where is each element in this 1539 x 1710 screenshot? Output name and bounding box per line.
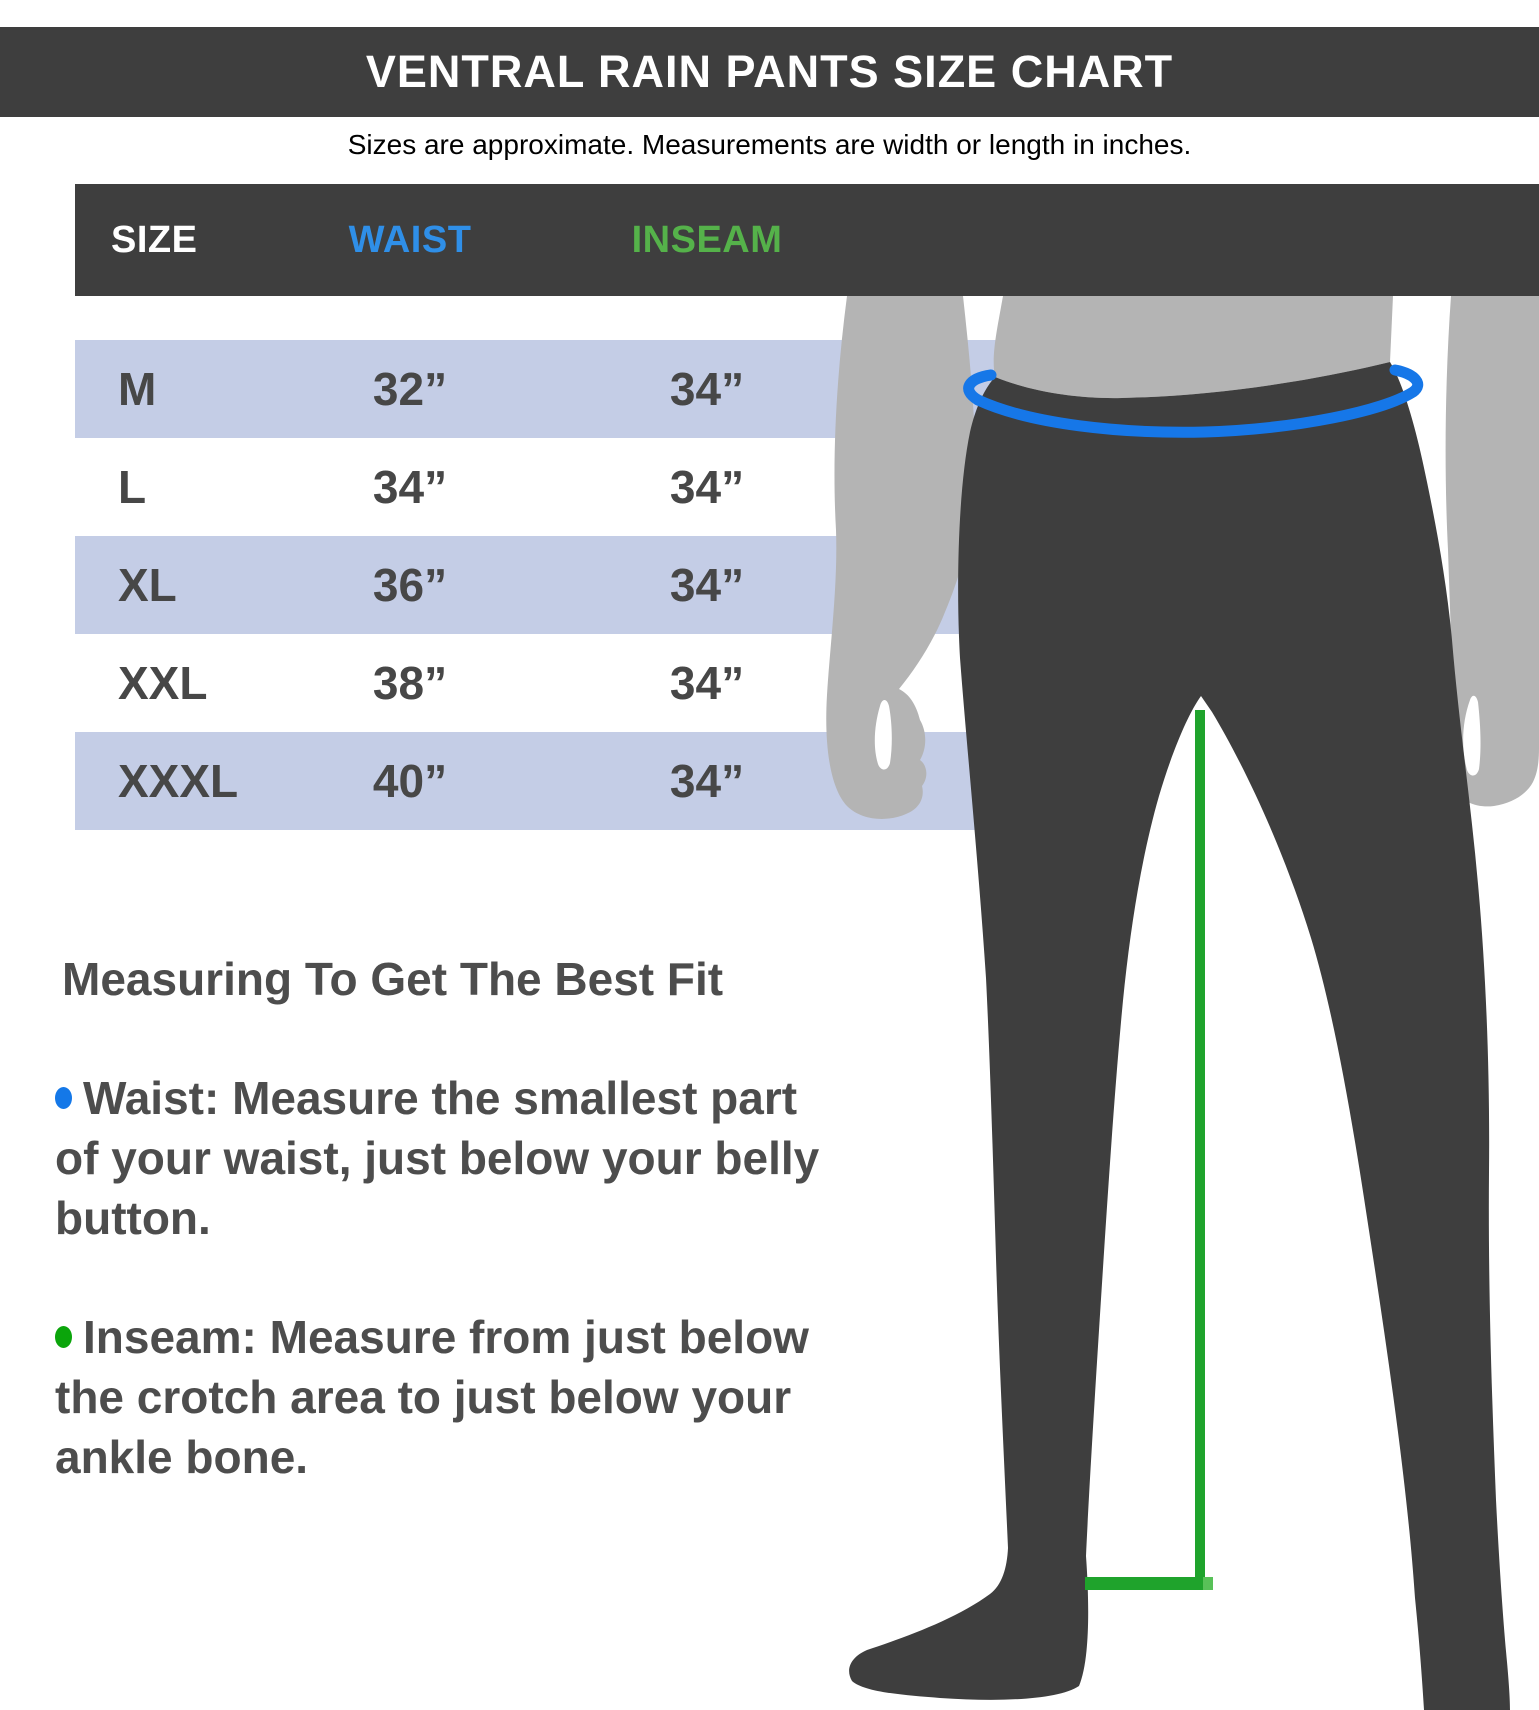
size-value: XXL: [118, 657, 208, 709]
body-figure-illustration: [740, 296, 1539, 1710]
tips-heading: Measuring To Get The Best Fit: [62, 953, 724, 1005]
waist-value: 32”: [372, 363, 448, 415]
waist-value: 36”: [372, 559, 448, 611]
size-value: XXXL: [118, 755, 239, 807]
title-bar: [0, 27, 1539, 117]
table-header-bar: [75, 184, 1539, 296]
inseam-value: 34”: [669, 363, 745, 415]
waist-tip: [55, 1068, 819, 1248]
subtitle: Sizes are approximate. Measurements are width or length in inches.: [347, 129, 1192, 160]
column-header-waist: WAIST: [348, 218, 472, 261]
inseam-tip-line: ankle bone.: [55, 1431, 309, 1483]
waist-value: 40”: [372, 755, 448, 807]
waist-value: 38”: [372, 657, 448, 709]
waist-bullet-icon: [55, 1087, 72, 1109]
page-title: VENTRAL RAIN PANTS SIZE CHART: [365, 46, 1174, 97]
inseam-tip-line: the crotch area to just below your: [55, 1371, 792, 1423]
left-arm: [826, 296, 975, 819]
column-header-inseam: INSEAM: [631, 218, 783, 261]
waist-tip-line: button.: [55, 1192, 211, 1244]
inseam-measure-tick-end: [1203, 1577, 1213, 1590]
waist-tip-line: Waist: Measure the smallest part: [83, 1072, 798, 1124]
inseam-measure-tick: [1085, 1577, 1205, 1590]
inseam-value: 34”: [669, 461, 745, 513]
size-value: M: [118, 363, 157, 415]
column-header-size: SIZE: [111, 218, 198, 261]
inseam-value: 34”: [669, 559, 745, 611]
waist-tip-line: of your waist, just below your belly: [55, 1132, 820, 1184]
inseam-tip: [55, 1307, 809, 1487]
inseam-tip-line: Inseam: Measure from just below: [83, 1311, 809, 1363]
inseam-measure-line: [1195, 710, 1205, 1590]
inseam-bullet-icon: [55, 1326, 72, 1348]
size-value: L: [118, 461, 147, 513]
inseam-value: 34”: [669, 755, 745, 807]
inseam-value: 34”: [669, 657, 745, 709]
size-value: XL: [118, 559, 177, 611]
waist-value: 34”: [372, 461, 448, 513]
